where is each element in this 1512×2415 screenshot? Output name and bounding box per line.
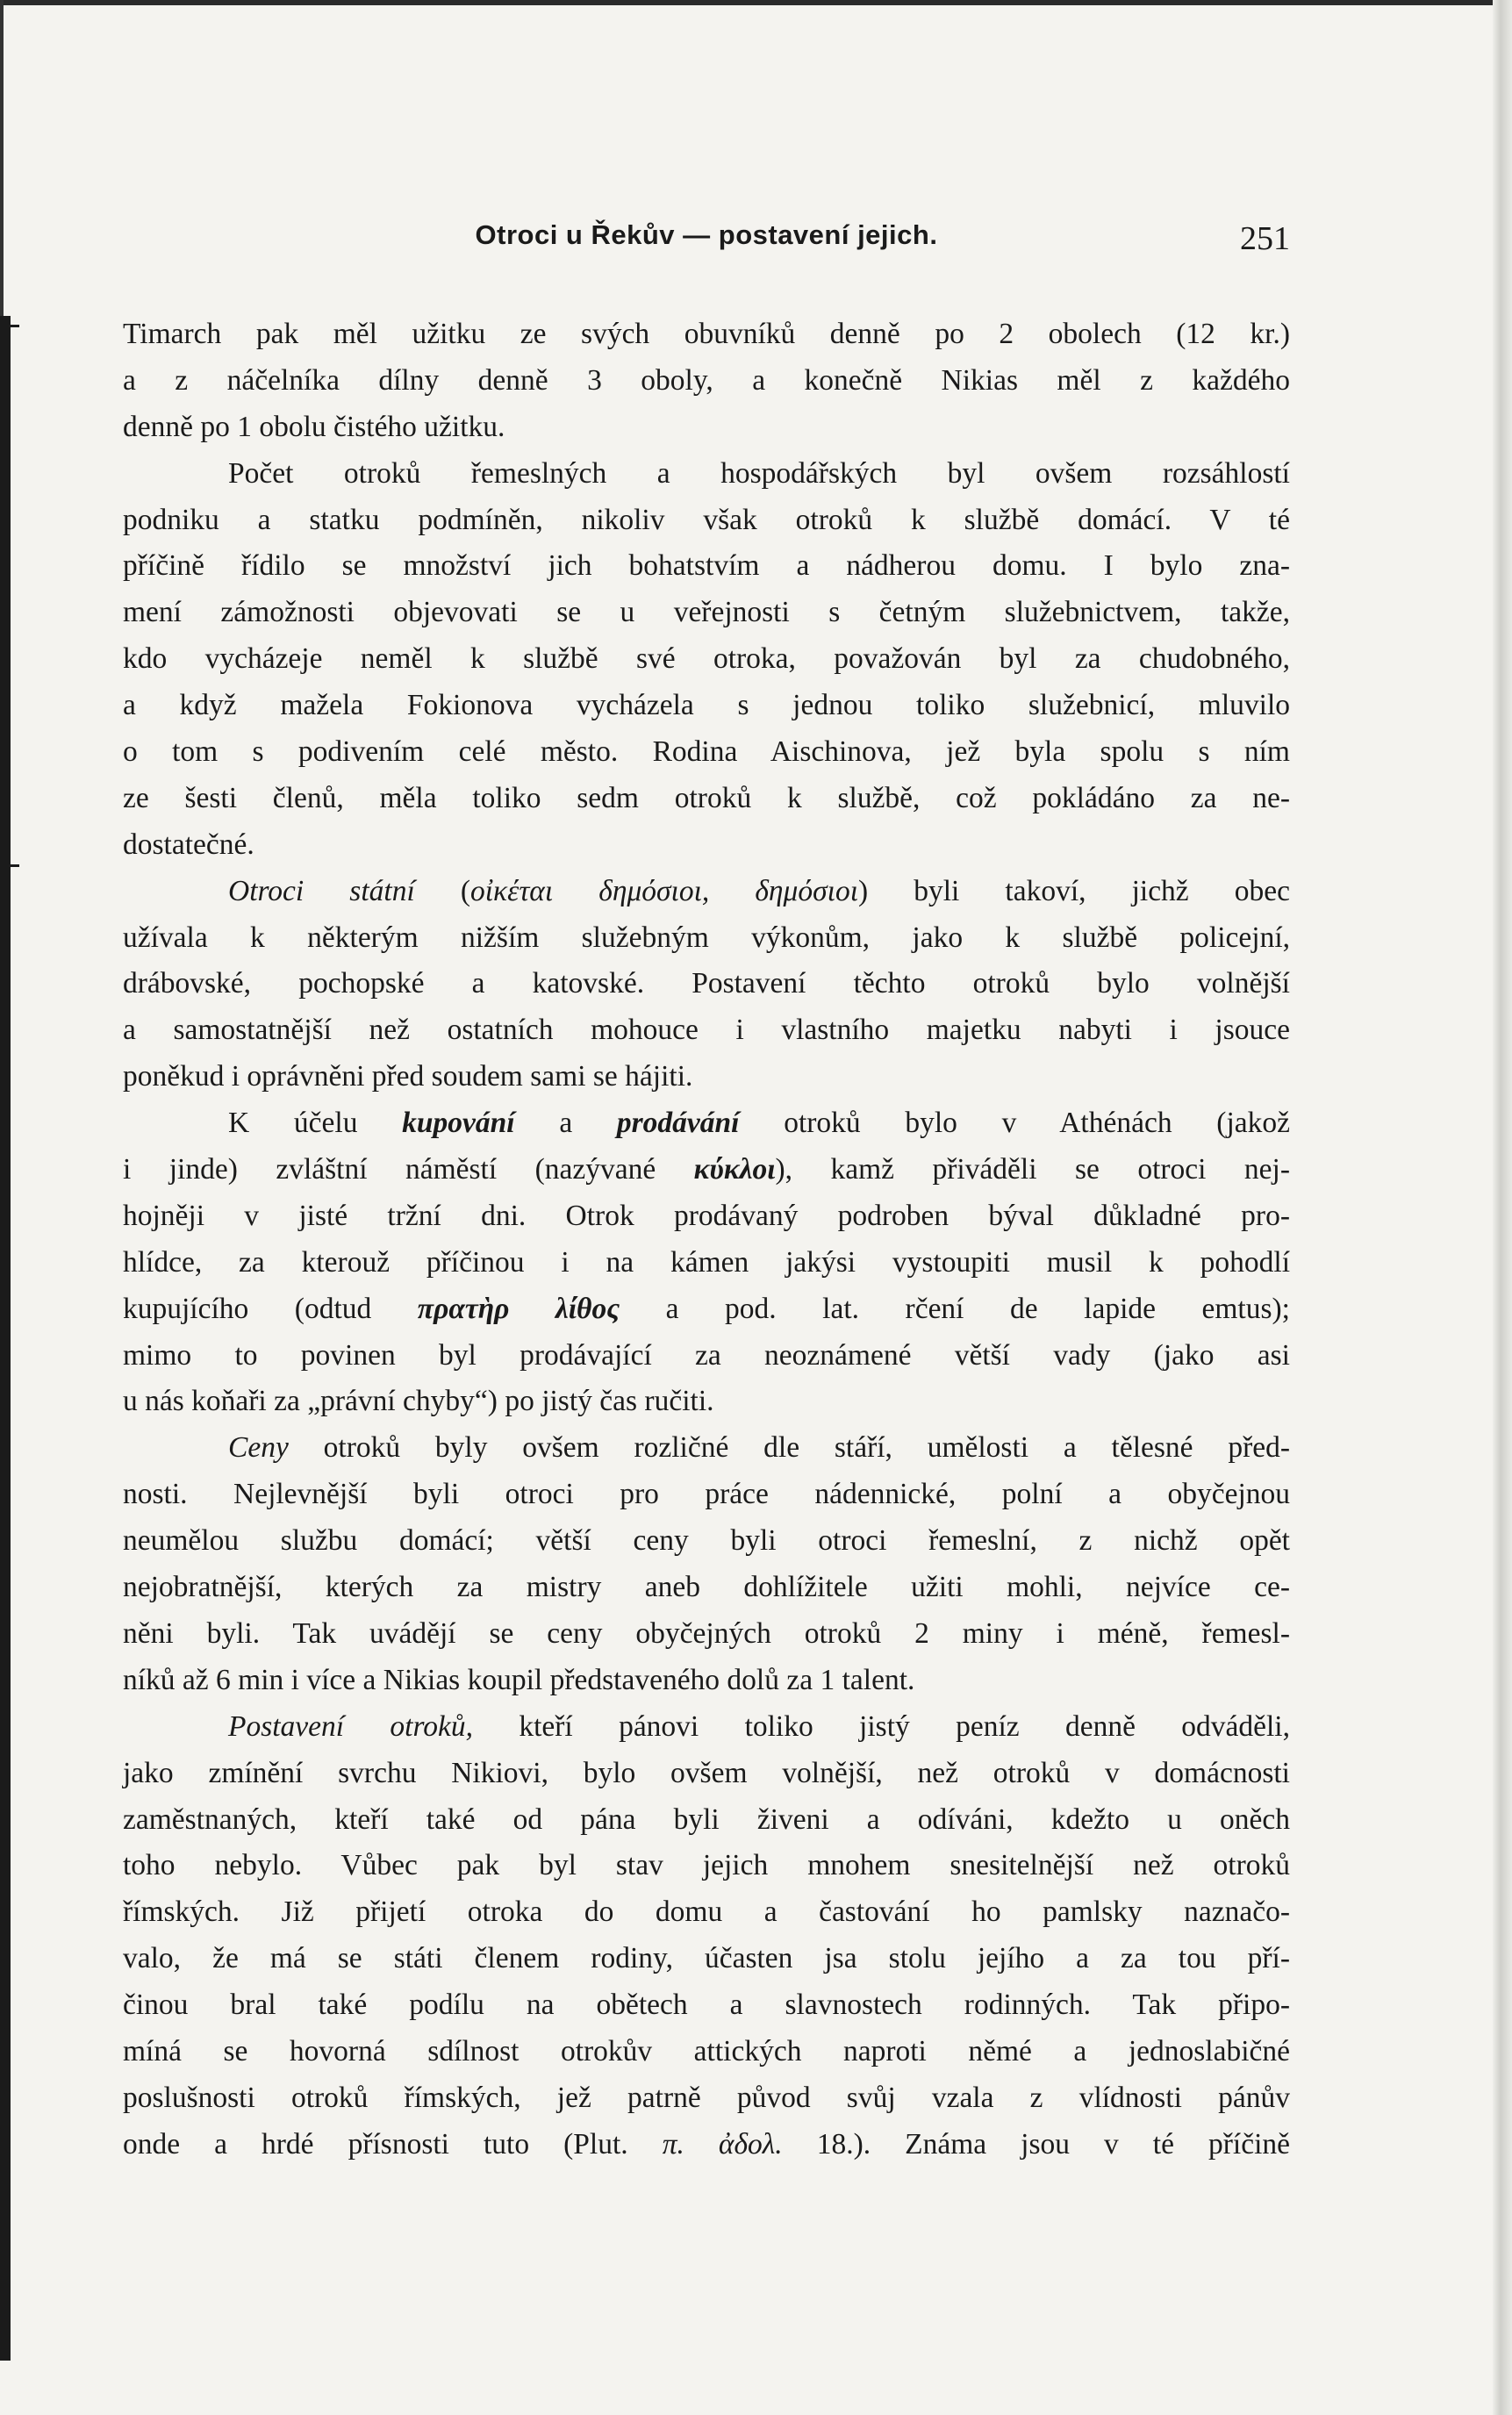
- text-line: níků až 6 min i více a Nikias koupil představeného dolů za 1 talent.: [123, 1663, 915, 1696]
- text-line: [123, 1147, 1290, 1193]
- text-segment: 18.). Známa jsou v té příčině: [782, 2127, 1290, 2161]
- text-line: jako zmínění svrchu Nikiovi, bylo ovšem volnější, než otroků v domácnosti: [123, 1756, 1290, 1789]
- binding-edge: [0, 0, 4, 316]
- text-line: a z náčelníka dílny denně 3 oboly, a konečně Nikias měl z každého: [123, 363, 1290, 397]
- emphasized-text: κύκλοι: [693, 1153, 776, 1186]
- text-line: příčině řídilo se množství jich bohatstvím a nádherou domu. I bylo zna-: [123, 549, 1290, 583]
- text-line: [123, 2122, 1290, 2168]
- text-segment: otroků byly ovšem rozličné dle stáří, umělosti a tělesné před-: [288, 1431, 1290, 1465]
- emphasized-text: Otroci státní: [228, 874, 415, 907]
- text-line: činou bral také podílu na obětech a slavnostech rodinných. Tak připo-: [123, 1989, 1290, 2022]
- text-line: podniku a statku podmíněn, nikoliv však otroků k službě domácí. V té: [123, 503, 1290, 536]
- text-line: míná se hovorná sdílnost otrokův attických naproti němé a jednoslabičné: [123, 2034, 1290, 2067]
- text-segment: onde a hrdé přísnosti tuto (Plut.: [123, 2127, 663, 2161]
- text-line: [123, 1425, 1290, 1472]
- text-line: [123, 869, 1290, 915]
- text-segment: kteří pánovi toliko jistý peníz denně odváděli,: [473, 1709, 1290, 1743]
- text-line: nosti. Nejlevnější byli otroci pro práce nádennické, polní a obyčejnou: [123, 1478, 1290, 1511]
- text-line: [123, 1286, 1290, 1333]
- text-line: mimo to povinen byl prodávající za neoznámené větší vady (jako asi: [123, 1338, 1290, 1372]
- binding-shadow: [0, 316, 11, 2361]
- binding-mark: [0, 325, 19, 327]
- text-line: Timarch pak měl užitku ze svých obuvníků denně po 2 obolech (12 kr.): [123, 318, 1290, 350]
- text-segment: a pod. lat. rčení de lapide emtus);: [620, 1292, 1290, 1325]
- text-segment: a: [514, 1107, 617, 1140]
- page-header: [123, 219, 1290, 272]
- text-line: [123, 1100, 1290, 1147]
- text-segment: ), kamž přiváděli se otroci nej-: [775, 1153, 1290, 1186]
- text-line: neumělou službu domácí; větší ceny byli otroci řemeslní, z nichž opět: [123, 1524, 1290, 1558]
- text-line: dostatečné.: [123, 828, 254, 861]
- text-line: poněkud i oprávněni před soudem sami se hájiti.: [123, 1060, 693, 1093]
- text-line: mení zámožnosti objevovati se u veřejnosti s četným služebnictvem, takže,: [123, 596, 1290, 629]
- text-line: Počet otroků řemeslných a hospodářských byl ovšem rozsáhlostí: [228, 456, 1290, 490]
- text-segment: otroků bylo v Athénách (jakož: [739, 1107, 1290, 1140]
- text-line: toho nebylo. Vůbec pak byl stav jejich mnohem snesitelnější než otroků: [123, 1849, 1290, 1882]
- text-line: nejobratnější, kterých za mistry aneb dohlížitele užiti mohli, nejvíce ce-: [123, 1571, 1290, 1604]
- emphasized-text: πρατὴρ λίθος: [417, 1292, 620, 1325]
- text-segment: K účelu: [228, 1107, 403, 1140]
- text-segment: (: [414, 874, 470, 907]
- text-line: něni byli. Tak uvádějí se ceny obyčejných otroků 2 miny i méně, řemesl-: [123, 1616, 1290, 1650]
- text-line: o tom s podivením celé město. Rodina Aischinova, jež byla spolu s ním: [123, 735, 1290, 769]
- body-text: [123, 312, 1290, 2168]
- text-line: valo, že má se státi členem rodiny, účasten jsa stolu jejího a za tou pří-: [123, 1942, 1290, 1975]
- text-line: denně po 1 obolu čistého užitku.: [123, 410, 505, 443]
- page-right-edge: [1493, 0, 1512, 2415]
- text-line: kdo vycházeje neměl k službě své otroka, považován byl za chudobného,: [123, 642, 1290, 676]
- page-top-edge: [0, 0, 1512, 5]
- text-line: a když mažela Fokionova vycházela s jednou toliko služebnicí, mluvilo: [123, 689, 1290, 722]
- emphasized-text: kupování: [402, 1107, 515, 1140]
- text-line: římských. Již přijetí otroka do domu a častování ho pamlsky naznačo-: [123, 1895, 1290, 1929]
- binding-mark: [0, 864, 19, 867]
- text-line: u nás koňaři za „právní chyby“) po jistý čas ručiti.: [123, 1385, 714, 1418]
- text-line: užívala k některým nižším služebným výkonům, jako k službě policejní,: [123, 921, 1290, 954]
- text-line: [123, 1704, 1290, 1751]
- text-segment: kupujícího (odtud: [123, 1292, 418, 1325]
- text-line: drábovské, pochopské a katovské. Postavení těchto otroků bylo volnější: [123, 967, 1290, 1000]
- text-line: hlídce, za kterouž příčinou i na kámen jakýsi vystoupiti musil k pohodlí: [123, 1245, 1290, 1279]
- emphasized-text: prodávání: [616, 1107, 740, 1140]
- running-head: Otroci u Řekův — postavení jejich.: [475, 219, 938, 250]
- emphasized-text: Postavení otroků,: [228, 1709, 474, 1743]
- text-line: hojněji v jisté tržní dni. Otrok prodávaný podroben býval důkladné pro-: [123, 1199, 1290, 1232]
- text-line: a samostatnější než ostatních mohouce i vlastního majetku nabyti i jsouce: [123, 1014, 1290, 1047]
- text-line: zaměstnaných, kteří také od pána byli živeni a odíváni, kdežto u oněch: [123, 1802, 1290, 1836]
- text-line: ze šesti členů, měla toliko sedm otroků k službě, což pokládáno za ne-: [123, 781, 1290, 814]
- page-number: 251: [1240, 220, 1290, 257]
- emphasized-text: οἰκέται δημόσιοι, δημόσιοι: [469, 874, 858, 907]
- text-segment: ) byli takoví, jichž obec: [858, 874, 1290, 907]
- text-segment: i jinde) zvláštní náměstí (nazývané: [123, 1153, 694, 1186]
- emphasized-text: π. ἀδολ.: [662, 2127, 783, 2161]
- emphasized-text: Ceny: [228, 1431, 289, 1465]
- text-line: poslušnosti otroků římských, jež patrně původ svůj vzala z vlídnosti pánův: [123, 2081, 1290, 2114]
